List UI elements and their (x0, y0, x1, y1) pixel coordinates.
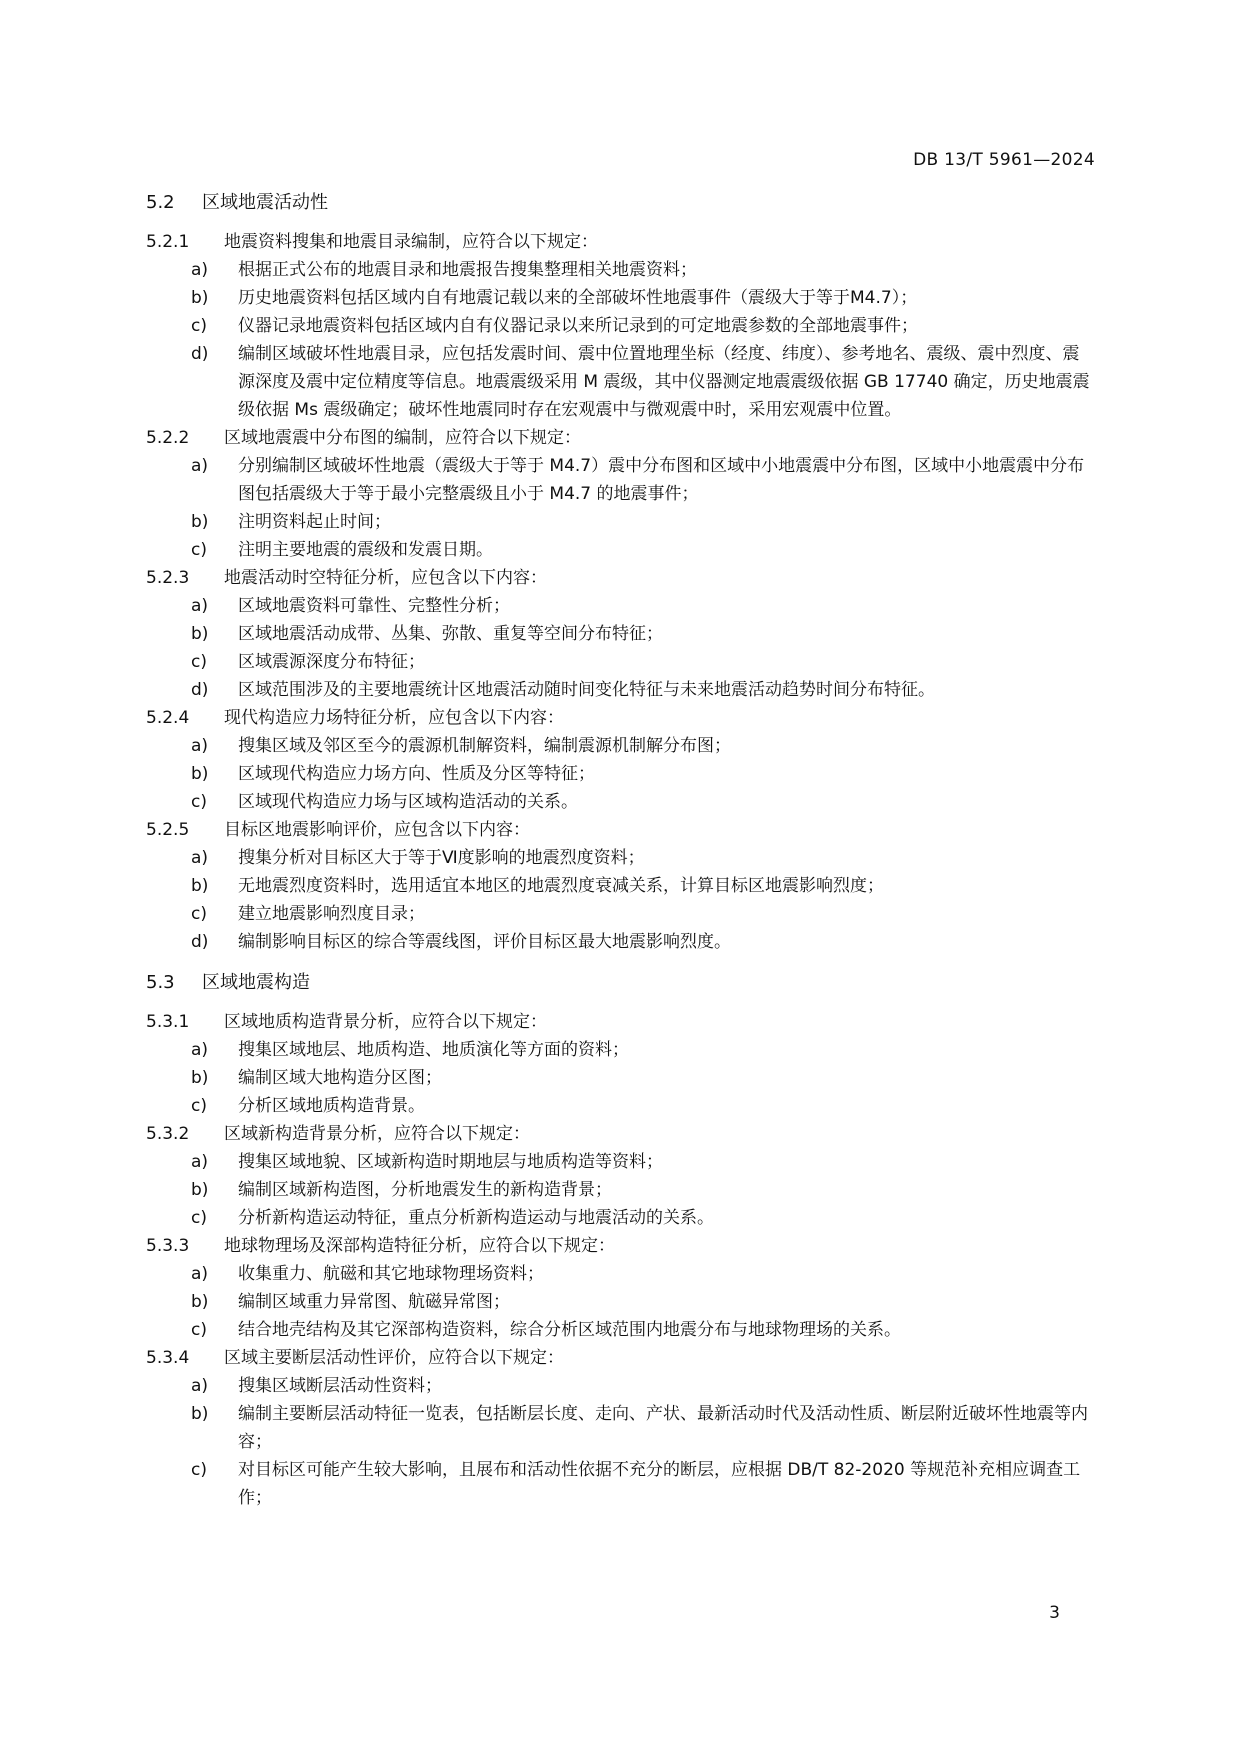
item-text: 区域现代构造应力场方向、性质及分区等特征； (238, 764, 595, 784)
clause-number: 5.2.4 (146, 708, 190, 728)
list-item (146, 1456, 1096, 1512)
item-text: 区域范围涉及的主要地震统计区地震活动随时间变化特征与未来地震活动趋势时间分布特征。 (238, 680, 935, 700)
section-number: 5.2 (146, 192, 175, 213)
list-item (146, 676, 1096, 704)
clause-number: 5.3.3 (146, 1236, 190, 1256)
item-label: b) (191, 764, 209, 784)
list-item (146, 1204, 1096, 1232)
list-item (146, 1372, 1096, 1400)
clause-number: 5.2.1 (146, 232, 190, 252)
item-text: 搜集分析对目标区大于等于Ⅵ度影响的地震烈度资料； (238, 848, 645, 868)
clause-text: 区域地质构造背景分析，应符合以下规定： (224, 1012, 547, 1032)
list-item (146, 1260, 1096, 1288)
clause (146, 704, 1096, 732)
item-text: 分析新构造运动特征，重点分析新构造运动与地震活动的关系。 (238, 1208, 714, 1228)
item-label: b) (191, 876, 209, 896)
clause (146, 1232, 1096, 1260)
item-text: 区域现代构造应力场与区域构造活动的关系。 (238, 792, 578, 812)
item-label: c) (191, 1208, 207, 1228)
document-body (146, 188, 1096, 1512)
item-label: a) (191, 1376, 209, 1396)
clause (146, 564, 1096, 592)
item-text: 无地震烈度资料时，选用适宜本地区的地震烈度衰减关系，计算目标区地震影响烈度； (238, 876, 884, 896)
item-text: 编制区域破坏性地震目录，应包括发震时间、震中位置地理坐标（经度、纬度）、参考地名、震级、震中烈度、震源深度及震中定位精度等信息。地震震级采用 M 震级，其中仪器测定地震震级依据 GB 17740 确定，历史地震震级依据 Ms 震级确定；破坏性地震同时存在宏观震中与微观震中时，采用宏观震中位置。 (238, 344, 1090, 420)
item-text: 搜集区域地貌、区域新构造时期地层与地质构造等资料； (238, 1152, 663, 1172)
list-item (146, 844, 1096, 872)
clause-text: 区域地震震中分布图的编制，应符合以下规定： (224, 428, 581, 448)
item-text: 编制区域重力异常图、航磁异常图； (238, 1292, 510, 1312)
clause-text: 地震活动时空特征分析，应包含以下内容： (224, 568, 547, 588)
item-text: 对目标区可能产生较大影响，且展布和活动性依据不充分的断层，应根据 DB/T 82-2020 等规范补充相应调查工作； (238, 1460, 1081, 1508)
clause-number: 5.3.2 (146, 1124, 190, 1144)
list-item (146, 1148, 1096, 1176)
item-text: 编制主要断层活动特征一览表，包括断层长度、走向、产状、最新活动时代及活动性质、断层附近破坏性地震等内容； (238, 1404, 1088, 1452)
item-label: a) (191, 1040, 209, 1060)
list-item (146, 312, 1096, 340)
section-title-text: 区域地震构造 (202, 972, 310, 993)
list-item (146, 1288, 1096, 1316)
list-item (146, 872, 1096, 900)
item-label: c) (191, 652, 207, 672)
section-title-text: 区域地震活动性 (202, 192, 328, 213)
item-text: 搜集区域地层、地质构造、地质演化等方面的资料； (238, 1040, 629, 1060)
list-item (146, 1064, 1096, 1092)
item-label: c) (191, 1320, 207, 1340)
item-text: 搜集区域及邻区至今的震源机制解资料，编制震源机制解分布图； (238, 736, 731, 756)
clause-text: 地震资料搜集和地震目录编制，应符合以下规定： (224, 232, 598, 252)
list-item (146, 536, 1096, 564)
clause (146, 1008, 1096, 1036)
clause-number: 5.2.5 (146, 820, 190, 840)
item-label: a) (191, 260, 209, 280)
item-text: 区域震源深度分布特征； (238, 652, 425, 672)
clause (146, 228, 1096, 256)
list-item (146, 284, 1096, 312)
list-item (146, 1400, 1096, 1456)
item-label: c) (191, 540, 207, 560)
clause-text: 目标区地震影响评价，应包含以下内容： (224, 820, 530, 840)
clause-number: 5.3.1 (146, 1012, 190, 1032)
clause-number: 5.2.2 (146, 428, 190, 448)
list-item (146, 648, 1096, 676)
clause (146, 1344, 1096, 1372)
item-text: 编制区域新构造图，分析地震发生的新构造背景； (238, 1180, 612, 1200)
item-text: 收集重力、航磁和其它地球物理场资料； (238, 1264, 544, 1284)
item-label: a) (191, 848, 209, 868)
item-label: b) (191, 1068, 209, 1088)
item-label: a) (191, 456, 209, 476)
item-text: 历史地震资料包括区域内自有地震记载以来的全部破坏性地震事件（震级大于等于M4.7）； (238, 288, 918, 308)
list-item (146, 508, 1096, 536)
clause-text: 区域新构造背景分析，应符合以下规定： (224, 1124, 530, 1144)
item-label: c) (191, 792, 207, 812)
list-item (146, 1176, 1096, 1204)
list-item (146, 452, 1096, 508)
clause (146, 424, 1096, 452)
item-label: b) (191, 1292, 209, 1312)
item-label: a) (191, 596, 209, 616)
list-item (146, 732, 1096, 760)
section-heading (146, 188, 1096, 218)
item-label: c) (191, 1096, 207, 1116)
item-text: 搜集区域断层活动性资料； (238, 1376, 442, 1396)
list-item (146, 788, 1096, 816)
section-number: 5.3 (146, 972, 175, 993)
list-item (146, 900, 1096, 928)
item-text: 编制影响目标区的综合等震线图，评价目标区最大地震影响烈度。 (238, 932, 731, 952)
item-label: a) (191, 736, 209, 756)
list-item (146, 928, 1096, 956)
list-item (146, 760, 1096, 788)
clause (146, 816, 1096, 844)
item-label: a) (191, 1264, 209, 1284)
item-label: c) (191, 316, 207, 336)
item-text: 区域地震资料可靠性、完整性分析； (238, 596, 510, 616)
clause-text: 区域主要断层活动性评价，应符合以下规定： (224, 1348, 564, 1368)
item-text: 注明主要地震的震级和发震日期。 (238, 540, 493, 560)
clause-number: 5.3.4 (146, 1348, 190, 1368)
item-label: d) (191, 932, 209, 952)
list-item (146, 592, 1096, 620)
page-number: 3 (1049, 1603, 1060, 1623)
document-number: DB 13/T 5961—2024 (913, 150, 1095, 170)
clause-number: 5.2.3 (146, 568, 190, 588)
clause-text: 地球物理场及深部构造特征分析，应符合以下规定： (224, 1236, 615, 1256)
item-text: 区域地震活动成带、丛集、弥散、重复等空间分布特征； (238, 624, 663, 644)
item-label: b) (191, 288, 209, 308)
item-text: 注明资料起止时间； (238, 512, 391, 532)
item-label: a) (191, 1152, 209, 1172)
section-heading (146, 968, 1096, 998)
clause-text: 现代构造应力场特征分析，应包含以下内容： (224, 708, 564, 728)
item-text: 建立地震影响烈度目录； (238, 904, 425, 924)
item-label: b) (191, 1180, 209, 1200)
clause (146, 1120, 1096, 1148)
list-item (146, 256, 1096, 284)
item-label: d) (191, 680, 209, 700)
list-item (146, 1316, 1096, 1344)
item-text: 编制区域大地构造分区图； (238, 1068, 442, 1088)
item-label: d) (191, 344, 209, 364)
item-label: b) (191, 624, 209, 644)
item-text: 仪器记录地震资料包括区域内自有仪器记录以来所记录到的可定地震参数的全部地震事件； (238, 316, 918, 336)
item-text: 结合地壳结构及其它深部构造资料，综合分析区域范围内地震分布与地球物理场的关系。 (238, 1320, 901, 1340)
item-text: 分别编制区域破坏性地震（震级大于等于 M4.7）震中分布图和区域中小地震震中分布图，区域中小地震震中分布图包括震级大于等于最小完整震级且小于 M4.7 的地震事件； (238, 456, 1085, 504)
list-item (146, 1092, 1096, 1120)
item-label: b) (191, 1404, 209, 1424)
list-item (146, 620, 1096, 648)
item-text: 分析区域地质构造背景。 (238, 1096, 425, 1116)
item-text: 根据正式公布的地震目录和地震报告搜集整理相关地震资料； (238, 260, 697, 280)
item-label: b) (191, 512, 209, 532)
list-item (146, 340, 1096, 424)
list-item (146, 1036, 1096, 1064)
item-label: c) (191, 1460, 207, 1480)
item-label: c) (191, 904, 207, 924)
